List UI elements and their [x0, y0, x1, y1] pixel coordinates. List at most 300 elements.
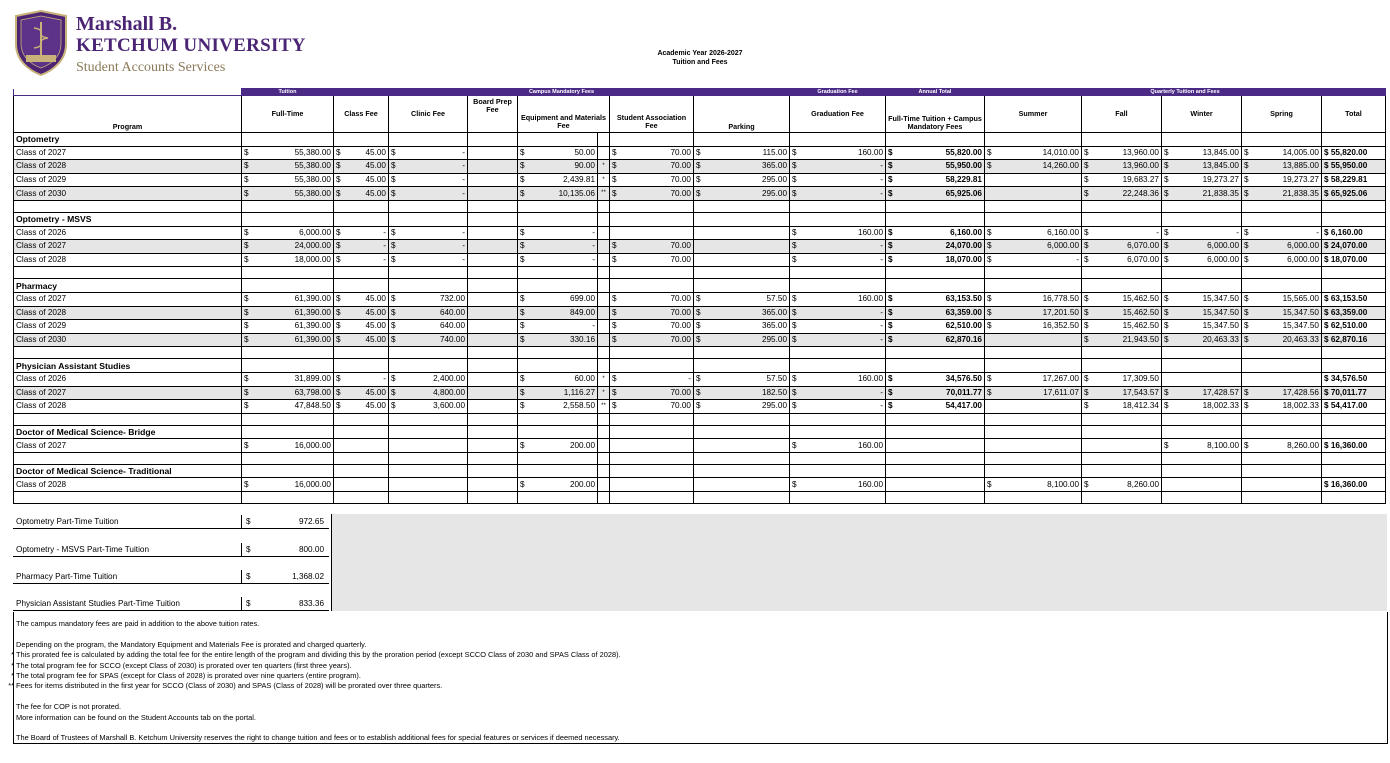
- footnote-marker: [598, 253, 610, 267]
- cell-value: 2,558.50: [563, 401, 595, 411]
- currency-symbol: $: [244, 307, 249, 317]
- cell-eq: [518, 372, 598, 386]
- note-line: [16, 733, 621, 743]
- col-program: Program: [14, 96, 242, 133]
- cell-total: $ 16,360.00: [1322, 478, 1386, 492]
- cell-value: 640.00: [439, 307, 465, 317]
- cell-ft: [242, 372, 334, 386]
- section-name: Doctor of Medical Science- Bridge: [14, 425, 242, 439]
- currency-symbol: $: [1084, 387, 1089, 397]
- currency-symbol: $: [1164, 321, 1169, 331]
- group-tuition: Tuition: [242, 89, 334, 96]
- cell-su: [985, 400, 1082, 414]
- currency-symbol: $: [696, 161, 701, 171]
- cell-sp: [1242, 400, 1322, 414]
- cell-an: [886, 146, 985, 160]
- section-name: Optometry - MSVS: [14, 212, 242, 226]
- currency-symbol: $: [1084, 401, 1089, 411]
- cell-cl: [389, 173, 468, 187]
- col-spring: Spring: [1242, 96, 1322, 133]
- cell-eq: [518, 439, 598, 453]
- currency-symbol: $: [987, 241, 992, 251]
- part-time-amount: 800.00: [298, 545, 324, 554]
- footnotes: [8, 619, 621, 744]
- part-time-value: [241, 570, 326, 583]
- cell-cl: [389, 160, 468, 174]
- cell-value: -: [880, 307, 883, 317]
- cell-cl: [389, 333, 468, 347]
- currency-symbol: $: [888, 401, 893, 411]
- cell-value: 45.00: [365, 294, 386, 304]
- currency-symbol: $: [246, 599, 251, 608]
- currency-symbol: $: [244, 255, 249, 265]
- footnote-marker: [598, 292, 610, 306]
- currency-symbol: $: [244, 175, 249, 185]
- row-label: Class of 2028: [14, 478, 242, 492]
- currency-symbol: $: [520, 241, 525, 251]
- note-text: The fee for COP is not prorated.: [16, 702, 122, 712]
- cell-value: 20,463.33: [1202, 335, 1239, 345]
- currency-symbol: $: [888, 161, 893, 171]
- cell-value: 6,000.00: [1287, 255, 1319, 265]
- cell-value: -: [1156, 227, 1159, 237]
- cell-su: [985, 333, 1082, 347]
- cell-value: 6,160.00: [1047, 227, 1079, 237]
- currency-symbol: $: [987, 255, 992, 265]
- currency-symbol: $: [987, 374, 992, 384]
- section-header: [14, 133, 1386, 147]
- cell-eq: [518, 187, 598, 201]
- col-winter: Winter: [1162, 96, 1242, 133]
- cell-sp: [1242, 226, 1322, 240]
- cell-total: $ 54,417.00: [1322, 400, 1386, 414]
- cell-value: 330.16: [569, 335, 595, 345]
- currency-symbol: $: [1164, 175, 1169, 185]
- currency-symbol: $: [987, 161, 992, 171]
- currency-symbol: $: [336, 161, 341, 171]
- cell-value: -: [880, 387, 883, 397]
- cell-an: [886, 386, 985, 400]
- currency-symbol: $: [391, 188, 396, 198]
- section-header: [14, 212, 1386, 226]
- spacer-row: [14, 492, 1386, 504]
- cell-fa: [1082, 226, 1162, 240]
- cell-sp: [1242, 439, 1322, 453]
- currency-symbol: $: [1164, 255, 1169, 265]
- currency-symbol: $: [612, 335, 617, 345]
- cell-value: 57.50: [766, 374, 787, 384]
- cell-gf: [790, 292, 886, 306]
- cell-eq: [518, 478, 598, 492]
- cell-su: [985, 226, 1082, 240]
- cell-value: 19,273.27: [1282, 175, 1319, 185]
- currency-symbol: $: [520, 175, 525, 185]
- cell-cl: [389, 253, 468, 267]
- cell-an: [886, 253, 985, 267]
- cell-sp: [1242, 320, 1322, 334]
- cell-cf: [334, 372, 389, 386]
- cell-value: -: [383, 227, 386, 237]
- cell-gf: [790, 226, 886, 240]
- currency-symbol: $: [1164, 294, 1169, 304]
- cell-value: 295.00: [761, 188, 787, 198]
- cell-value: 70.00: [670, 241, 691, 251]
- cell-su: [985, 478, 1082, 492]
- cell-total: $ 63,153.50: [1322, 292, 1386, 306]
- cell-fa: [1082, 320, 1162, 334]
- cell-ft: [242, 333, 334, 347]
- cell-gf: [790, 253, 886, 267]
- cell-value: 21,838.35: [1282, 188, 1319, 198]
- footnote-marker: [598, 306, 610, 320]
- part-time-row: [13, 570, 329, 584]
- cell-value: 17,611.07: [1043, 387, 1079, 397]
- currency-symbol: $: [391, 321, 396, 331]
- cell-fa: [1082, 240, 1162, 254]
- cell-total: $ 55,950.00: [1322, 160, 1386, 174]
- cell-gf: [790, 439, 886, 453]
- cell-value: 365.00: [761, 161, 787, 171]
- cell-total: $ 58,229.81: [1322, 173, 1386, 187]
- cell-wi: [1162, 333, 1242, 347]
- cell-value: 70.00: [670, 255, 691, 265]
- currency-symbol: $: [520, 307, 525, 317]
- cell-sa: [610, 226, 694, 240]
- currency-symbol: $: [244, 241, 249, 251]
- cell-sa: [610, 173, 694, 187]
- currency-symbol: $: [520, 401, 525, 411]
- cell-value: -: [1236, 227, 1239, 237]
- page-title: [600, 49, 800, 67]
- row-label: Class of 2026: [14, 372, 242, 386]
- cell-value: 160.00: [857, 227, 883, 237]
- currency-symbol: $: [336, 147, 341, 157]
- cell-bp: [468, 240, 518, 254]
- cell-eq: [518, 400, 598, 414]
- currency-symbol: $: [244, 440, 249, 450]
- cell-pk: [694, 478, 790, 492]
- note-marker: **: [8, 681, 14, 691]
- cell-value: 849.00: [569, 307, 595, 317]
- cell-wi: [1162, 439, 1242, 453]
- cell-fa: [1082, 386, 1162, 400]
- cell-value: 6,000.00: [1207, 241, 1239, 251]
- cell-an: [886, 226, 985, 240]
- cell-bp: [468, 333, 518, 347]
- cell-value: 45.00: [365, 321, 386, 331]
- cell-su: [985, 187, 1082, 201]
- cell-value: 13,885.00: [1282, 161, 1319, 171]
- currency-symbol: $: [336, 188, 341, 198]
- currency-symbol: $: [520, 227, 525, 237]
- cell-an: [886, 173, 985, 187]
- cell-value: -: [462, 175, 465, 185]
- cell-an: [886, 240, 985, 254]
- cell-pk: [694, 187, 790, 201]
- currency-symbol: $: [1244, 161, 1249, 171]
- cell-value: 15,347.50: [1202, 294, 1239, 304]
- cell-gf: [790, 400, 886, 414]
- cell-value: -: [383, 374, 386, 384]
- currency-symbol: $: [696, 294, 701, 304]
- cell-value: -: [462, 255, 465, 265]
- currency-symbol: $: [391, 227, 396, 237]
- cell-bp: [468, 226, 518, 240]
- cell-sp: [1242, 292, 1322, 306]
- currency-symbol: $: [792, 147, 797, 157]
- note-marker: *: [11, 671, 14, 681]
- university-name-line2: KETCHUM UNIVERSITY: [76, 35, 306, 56]
- cell-sa: [610, 400, 694, 414]
- cell-gf: [790, 160, 886, 174]
- note-line: [16, 692, 621, 702]
- note-line: [16, 713, 621, 723]
- currency-symbol: $: [520, 188, 525, 198]
- cell-value: 60.00: [574, 374, 595, 384]
- cell-gf: [790, 333, 886, 347]
- cell-value: 20,463.33: [1282, 335, 1319, 345]
- footnote-marker: *: [598, 372, 610, 386]
- cell-value: 15,462.50: [1122, 307, 1159, 317]
- cell-value: 50.00: [574, 147, 595, 157]
- currency-symbol: $: [1164, 147, 1169, 157]
- part-time-row: [13, 515, 329, 529]
- currency-symbol: $: [244, 387, 249, 397]
- cell-total: $ 55,820.00: [1322, 146, 1386, 160]
- table-row: [14, 333, 1386, 347]
- cell-value: 15,462.50: [1122, 321, 1159, 331]
- cell-cl: [389, 400, 468, 414]
- cell-value: 22,248.36: [1122, 188, 1159, 198]
- note-text: The Board of Trustees of Marshall B. Ketchum University reserves the right to change tuition and fees or to establish additional fees for special features or services if deemed necessary.: [16, 733, 620, 743]
- cell-an: [886, 478, 985, 492]
- cell-wi: [1162, 400, 1242, 414]
- currency-symbol: $: [612, 401, 617, 411]
- cell-value: -: [462, 227, 465, 237]
- currency-symbol: $: [696, 374, 701, 384]
- currency-symbol: $: [612, 321, 617, 331]
- cell-value: 61,390.00: [294, 321, 331, 331]
- cell-sp: [1242, 372, 1322, 386]
- currency-symbol: $: [244, 374, 249, 384]
- cell-value: 70.00: [670, 161, 691, 171]
- row-label: Class of 2030: [14, 333, 242, 347]
- cell-value: 732.00: [439, 294, 465, 304]
- cell-value: 63,798.00: [294, 387, 331, 397]
- cell-gf: [790, 478, 886, 492]
- cell-wi: [1162, 253, 1242, 267]
- currency-symbol: $: [987, 294, 992, 304]
- currency-symbol: $: [336, 255, 341, 265]
- cell-eq: [518, 386, 598, 400]
- currency-symbol: $: [1084, 335, 1089, 345]
- cell-value: 34,576.50: [945, 374, 982, 384]
- cell-eq: [518, 333, 598, 347]
- currency-symbol: $: [987, 147, 992, 157]
- cell-fa: [1082, 478, 1162, 492]
- cell-value: 18,000.00: [294, 255, 331, 265]
- note-marker: *: [11, 650, 14, 660]
- currency-symbol: $: [612, 255, 617, 265]
- cell-fa: [1082, 253, 1162, 267]
- cell-value: 17,428.57: [1202, 387, 1239, 397]
- cell-pk: [694, 240, 790, 254]
- currency-symbol: $: [1084, 175, 1089, 185]
- part-time-label: Optometry - MSVS Part-Time Tuition: [16, 545, 150, 554]
- table-row: [14, 320, 1386, 334]
- row-label: Class of 2027: [14, 146, 242, 160]
- cell-wi: [1162, 386, 1242, 400]
- cell-cl: [389, 372, 468, 386]
- cell-pk: [694, 306, 790, 320]
- cell-total: $ 70,011.77: [1322, 386, 1386, 400]
- currency-symbol: $: [336, 227, 341, 237]
- cell-an: [886, 160, 985, 174]
- currency-symbol: $: [391, 387, 396, 397]
- cell-bp: [468, 306, 518, 320]
- cell-su: [985, 439, 1082, 453]
- cell-value: 16,000.00: [294, 479, 331, 489]
- university-name-line1: Marshall B.: [76, 13, 178, 35]
- currency-symbol: $: [612, 175, 617, 185]
- cell-value: 18,002.33: [1202, 401, 1239, 411]
- cell-fa: [1082, 160, 1162, 174]
- cell-value: 45.00: [365, 401, 386, 411]
- cell-value: 16,778.50: [1042, 294, 1079, 304]
- cell-value: 182.50: [761, 387, 787, 397]
- cell-value: 65,925.06: [945, 188, 982, 198]
- cell-value: 2,439.81: [563, 175, 595, 185]
- cell-sa: [610, 306, 694, 320]
- currency-symbol: $: [888, 241, 893, 251]
- cell-bp: [468, 439, 518, 453]
- cell-sp: [1242, 173, 1322, 187]
- cell-bp: [468, 292, 518, 306]
- note-text: The total program fee for SCCO (except Class of 2030) is prorated over ten quarters (first three years).: [16, 660, 352, 670]
- currency-symbol: $: [792, 241, 797, 251]
- cell-value: 17,267.00: [1042, 374, 1079, 384]
- row-label: Class of 2027: [14, 292, 242, 306]
- currency-symbol: $: [888, 374, 893, 384]
- cell-ft: [242, 146, 334, 160]
- cell-sp: [1242, 146, 1322, 160]
- currency-symbol: $: [696, 188, 701, 198]
- currency-symbol: $: [888, 175, 893, 185]
- note-line: [16, 702, 621, 712]
- cell-bp: [468, 160, 518, 174]
- table-row: [14, 146, 1386, 160]
- currency-symbol: $: [792, 440, 797, 450]
- currency-symbol: $: [1164, 227, 1169, 237]
- currency-symbol: $: [1244, 335, 1249, 345]
- currency-symbol: $: [1164, 335, 1169, 345]
- cell-wi: [1162, 320, 1242, 334]
- spacer-row: [14, 452, 1386, 464]
- cell-value: 6,000.00: [1207, 255, 1239, 265]
- cell-su: [985, 306, 1082, 320]
- cell-eq: [518, 226, 598, 240]
- cell-value: 640.00: [439, 321, 465, 331]
- cell-value: 21,943.50: [1122, 335, 1159, 345]
- cell-sp: [1242, 253, 1322, 267]
- cell-cf: [334, 173, 389, 187]
- cell-gf: [790, 146, 886, 160]
- cell-eq: [518, 240, 598, 254]
- cell-value: 70.00: [670, 307, 691, 317]
- cell-value: 699.00: [569, 294, 595, 304]
- cell-value: 2,400.00: [433, 374, 465, 384]
- part-time-value: [241, 597, 326, 610]
- currency-symbol: $: [792, 307, 797, 317]
- currency-symbol: $: [792, 374, 797, 384]
- table-row: [14, 160, 1386, 174]
- cell-value: 18,070.00: [945, 255, 982, 265]
- cell-value: 6,070.00: [1127, 255, 1159, 265]
- cell-cl: [389, 478, 468, 492]
- cell-an: [886, 187, 985, 201]
- currency-symbol: $: [1164, 401, 1169, 411]
- cell-cl: [389, 226, 468, 240]
- spacer-row: [14, 267, 1386, 279]
- currency-symbol: $: [792, 401, 797, 411]
- cell-total: $ 34,576.50: [1322, 372, 1386, 386]
- cell-value: 45.00: [365, 188, 386, 198]
- cell-value: 55,380.00: [294, 147, 331, 157]
- cell-value: -: [383, 241, 386, 251]
- currency-symbol: $: [336, 294, 341, 304]
- cell-value: 21,838.35: [1202, 188, 1239, 198]
- currency-symbol: $: [1164, 161, 1169, 171]
- currency-symbol: $: [391, 175, 396, 185]
- cell-value: 70.00: [670, 175, 691, 185]
- currency-symbol: $: [696, 147, 701, 157]
- cell-value: 18,412.34: [1122, 401, 1159, 411]
- note-line: [16, 723, 621, 733]
- cell-eq: [518, 173, 598, 187]
- currency-symbol: $: [244, 401, 249, 411]
- cell-gf: [790, 173, 886, 187]
- col-total: Total: [1322, 96, 1386, 133]
- cell-cl: [389, 292, 468, 306]
- section-name: Pharmacy: [14, 279, 242, 293]
- row-label: Class of 2027: [14, 240, 242, 254]
- col-boardprep: Board Prep Fee: [468, 96, 518, 133]
- part-time-amount: 1,368.02: [292, 572, 324, 581]
- cell-value: 15,347.50: [1282, 321, 1319, 331]
- currency-symbol: $: [1244, 147, 1249, 157]
- tuition-fees-table: [13, 88, 1386, 504]
- currency-symbol: $: [1244, 440, 1249, 450]
- note-text: Depending on the program, the Mandatory Equipment and Materials Fee is prorated and charged quarterly.: [16, 639, 367, 649]
- cell-value: 45.00: [365, 307, 386, 317]
- currency-symbol: $: [391, 307, 396, 317]
- cell-value: 55,380.00: [294, 175, 331, 185]
- academic-year: Academic Year 2026-2027: [657, 50, 743, 57]
- cell-value: 115.00: [762, 147, 787, 157]
- cell-cf: [334, 306, 389, 320]
- cell-value: -: [592, 321, 595, 331]
- currency-symbol: $: [391, 374, 396, 384]
- currency-symbol: $: [520, 321, 525, 331]
- blank-shaded-area: [331, 514, 1387, 611]
- cell-sa: [610, 478, 694, 492]
- cell-value: 13,960.00: [1122, 147, 1159, 157]
- university-header: [12, 8, 312, 80]
- cell-su: [985, 372, 1082, 386]
- currency-symbol: $: [888, 294, 893, 304]
- cell-value: 55,950.00: [945, 161, 982, 171]
- cell-value: 1,116.27: [563, 387, 595, 397]
